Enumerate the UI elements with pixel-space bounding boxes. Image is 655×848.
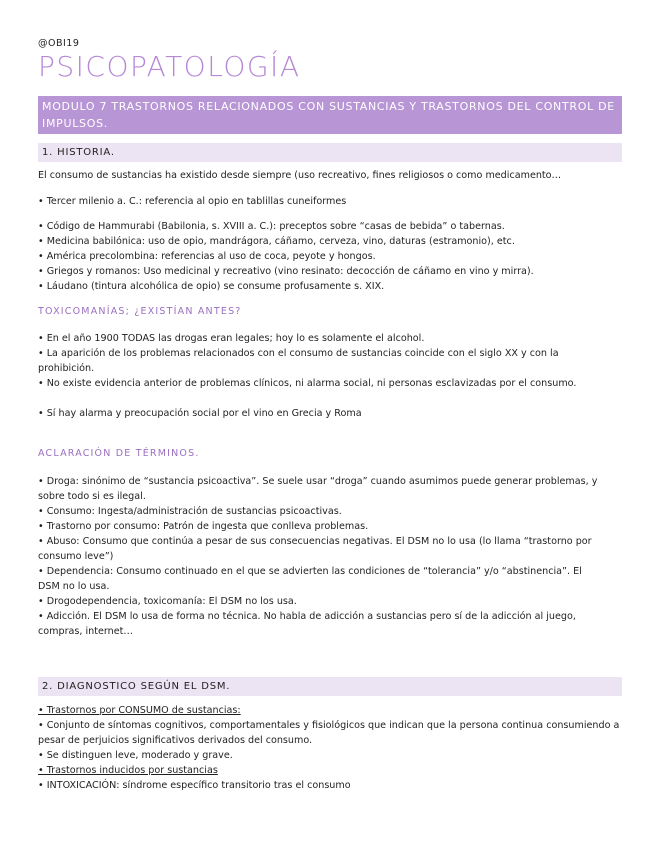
historia-tercer-milenio: • Tercer milenio a. C.: referencia al opio en tablillas cuneiformes xyxy=(38,196,347,207)
diagnostico-tcs-item: • Conjunto de síntomas cognitivos, comportamentales y fisiológicos que indican que la persona continua consumiendo a pesar de perjuicios significativos derivados del consumo. xyxy=(38,720,620,746)
historia-item: • Láudano (tintura alcohólica de opio) se consume profusamente s. XIX. xyxy=(38,281,385,292)
diagnostico-tcs-item: • Se distinguen leve, moderado y grave. xyxy=(38,750,233,761)
toxicomanias-item: • No existe evidencia anterior de problemas clínicos, ni alarma social, ni personas esclavizadas por el consumo. xyxy=(38,378,577,389)
historia-item: • Medicina babilónica: uso de opio, mandrágora, cáñamo, cerveza, vino, daturas (estramonio), etc. xyxy=(38,236,515,247)
aclaracion-item: • Consumo: Ingesta/administración de sustancias psicoactivas. xyxy=(38,506,342,517)
module-banner: MODULO 7 TRASTORNOS RELACIONADOS CON SUSTANCIAS Y TRASTORNOS DEL CONTROL DE IMPULSOS. xyxy=(38,96,622,134)
section-heading-diagnostico: 2. DIAGNOSTICO SEGÚN EL DSM. xyxy=(38,677,622,696)
aclaracion-item: • Droga: sinónimo de “sustancia psicoactiva”. Se suele usar “droga” cuando asumimos puede generar problemas, y sobre todo si es ilegal. xyxy=(38,476,598,502)
section-heading-historia: 1. HISTORIA. xyxy=(38,143,622,162)
historia-item: • Griegos y romanos: Uso medicinal y recreativo (vino resinato: decocción de cáñamo en vino y mirra). xyxy=(38,266,534,277)
page-title: PSICOPATOLOGÍA xyxy=(38,50,301,83)
aclaracion-item: • Adicción. El DSM lo usa de forma no técnica. No habla de adicción a sustancias pero sí de la adicción al juego, compras, internet… xyxy=(38,611,576,637)
toxicomanias-item: • La aparición de los problemas relacionados con el consumo de sustancias coincide con el siglo XX y con la prohibición. xyxy=(38,348,559,374)
subheading-toxicomanias: TOXICOMANÍAS; ¿EXISTÍAN ANTES? xyxy=(38,306,242,317)
aclaracion-item: • Dependencia: Consumo continuado en el que se advierten las condiciones de “tolerancia” y/o “abstinencia”. El DSM no lo usa. xyxy=(38,566,582,592)
diagnostico-intox: • INTOXICACIÓN: síndrome específico transitorio tras el consumo xyxy=(38,780,351,791)
subheading-aclaracion: ACLARACIÓN DE TÉRMINOS. xyxy=(38,448,200,459)
historia-intro: El consumo de sustancias ha existido desde siempre (uso recreativo, fines religiosos o como medicamento… xyxy=(38,170,562,181)
toxicomanias-item: • Sí hay alarma y preocupación social por el vino en Grecia y Roma xyxy=(38,408,362,419)
historia-item: • América precolombina: referencias al uso de coca, peyote y hongos. xyxy=(38,251,376,262)
toxicomanias-item: • En el año 1900 TODAS las drogas eran legales; hoy lo es solamente el alcohol. xyxy=(38,333,425,344)
author-handle: @OBI19 xyxy=(38,38,80,49)
aclaracion-item: • Drogodependencia, toxicomanía: El DSM no los usa. xyxy=(38,596,297,607)
diagnostico-tis-title: • Trastornos inducidos por sustancias xyxy=(38,765,218,776)
aclaracion-item: • Trastorno por consumo: Patrón de ingesta que conlleva problemas. xyxy=(38,521,369,532)
diagnostico-tcs-title: • Trastornos por CONSUMO de sustancias: xyxy=(38,705,241,716)
aclaracion-item: • Abuso: Consumo que continúa a pesar de sus consecuencias negativas. El DSM no lo usa (lo llama “trastorno por consumo leve”) xyxy=(38,536,592,562)
historia-item: • Código de Hammurabi (Babilonia, s. XVIII a. C.): preceptos sobre “casas de bebida” o tabernas. xyxy=(38,221,505,232)
